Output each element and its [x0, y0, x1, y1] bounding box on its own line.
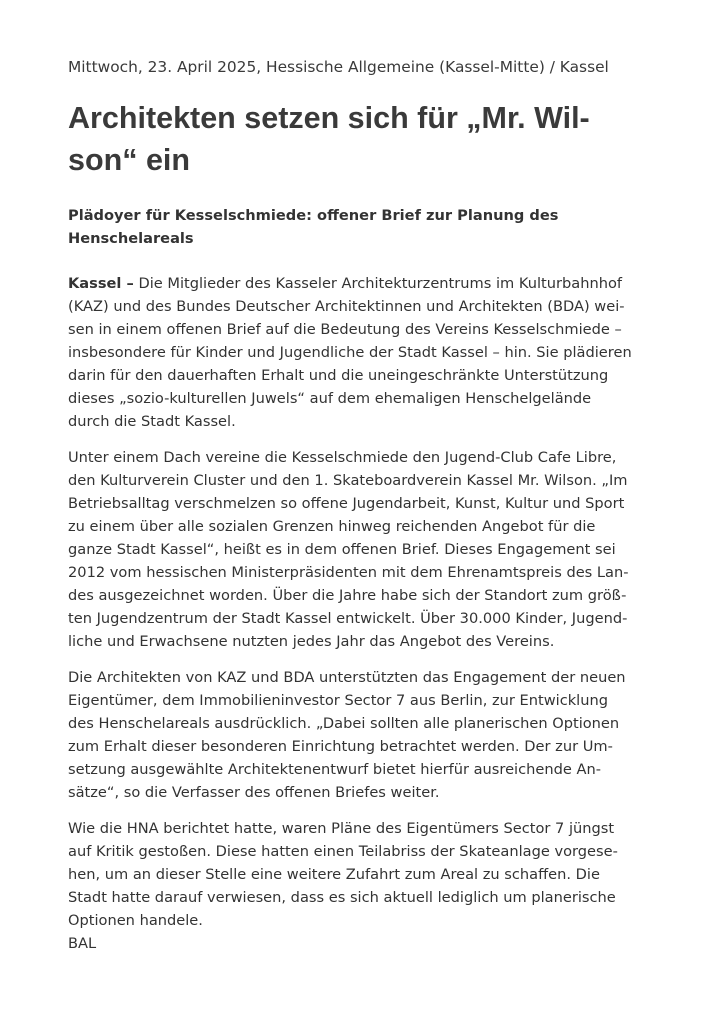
- author-initials: BAL: [68, 935, 97, 952]
- article: [68, 56, 668, 955]
- body-line: Eigentümer, dem Immobilieninvestor Sector 7 aus Berlin, zur Entwicklung: [68, 692, 609, 709]
- body-line: darin für den dauerhaften Erhalt und die uneingeschränkte Unterstützung: [68, 367, 609, 384]
- body-line: insbesondere für Kinder und Jugendliche der Stadt Kassel – hin. Sie plädieren: [68, 344, 632, 361]
- body-line: den Kulturverein Cluster und den 1. Skateboardverein Kassel Mr. Wilson. „Im: [68, 472, 628, 489]
- body-text: Die Mitglieder des Kasseler Architekturzentrums im Kulturbahnhof: [133, 275, 623, 292]
- body-line: Optionen handele.: [68, 912, 203, 929]
- body-line: Stadt hatte darauf verwiesen, dass es sich aktuell lediglich um planerische: [68, 889, 616, 906]
- body-line: ten Jugendzentrum der Stadt Kassel entwickelt. Über 30.000 Kinder, Jugend-: [68, 610, 628, 627]
- article-subheadline: [68, 204, 668, 250]
- body-line: zu einem über alle sozialen Grenzen hinweg reichenden Angebot für die: [68, 518, 596, 535]
- body-line: Betriebsalltag verschmelzen so offene Jugendarbeit, Kunst, Kultur und Sport: [68, 495, 625, 512]
- body-line: setzung ausgewählte Architektenentwurf bietet hierfür ausreichende An-: [68, 761, 601, 778]
- body-line: auf Kritik gestoßen. Diese hatten einen Teilabriss der Skateanlage vorgese-: [68, 843, 618, 860]
- headline-line: Architekten setzen sich für „Mr. Wil-: [68, 101, 590, 135]
- body-line: des Henschelareals ausdrücklich. „Dabei sollten alle planerischen Optionen: [68, 715, 620, 732]
- body-line: [68, 272, 668, 295]
- body-line: (KAZ) und des Bundes Deutscher Architektinnen und Architekten (BDA) wei-: [68, 298, 625, 315]
- body-line: zum Erhalt dieser besonderen Einrichtung betrachtet werden. Der zur Um-: [68, 738, 613, 755]
- publication-info: Mittwoch, 23. April 2025, Hessische Allgemeine (Kassel-Mitte) / Kassel: [68, 58, 609, 76]
- body-line: ganze Stadt Kassel“, heißt es in dem offenen Brief. Dieses Engagement sei: [68, 541, 616, 558]
- body-paragraph-2: [68, 446, 668, 653]
- dateline: Kassel –: [68, 275, 134, 292]
- article-headline: [68, 97, 668, 181]
- body-line: des ausgezeichnet worden. Über die Jahre habe sich der Standort zum größ-: [68, 587, 627, 604]
- body-line: 2012 vom hessischen Ministerpräsidenten mit dem Ehrenamtspreis des Lan-: [68, 564, 629, 581]
- body-line: dieses „sozio-kulturellen Juwels“ auf dem ehemaligen Henschelgelände: [68, 390, 592, 407]
- body-line: hen, um an dieser Stelle eine weitere Zufahrt zum Areal zu schaffen. Die: [68, 866, 600, 883]
- body-paragraph-1: [68, 272, 668, 433]
- body-line: sen in einem offenen Brief auf die Bedeutung des Vereins Kesselschmiede –: [68, 321, 622, 338]
- subheadline-line: Plädoyer für Kesselschmiede: offener Brief zur Planung des: [68, 207, 559, 224]
- body-line: liche und Erwachsene nutzten jedes Jahr das Angebot des Vereins.: [68, 633, 555, 650]
- body-line: Die Architekten von KAZ und BDA unterstützten das Engagement der neuen: [68, 669, 626, 686]
- subheadline-line: Henschelareals: [68, 230, 194, 247]
- body-paragraph-3: [68, 666, 668, 804]
- body-line: sätze“, so die Verfasser des offenen Briefes weiter.: [68, 784, 440, 801]
- headline-line: son“ ein: [68, 143, 191, 177]
- body-line: Wie die HNA berichtet hatte, waren Pläne des Eigentümers Sector 7 jüngst: [68, 820, 615, 837]
- body-line: durch die Stadt Kassel.: [68, 413, 236, 430]
- body-line: Unter einem Dach vereine die Kesselschmiede den Jugend-Club Cafe Libre,: [68, 449, 617, 466]
- body-paragraph-4: [68, 817, 668, 955]
